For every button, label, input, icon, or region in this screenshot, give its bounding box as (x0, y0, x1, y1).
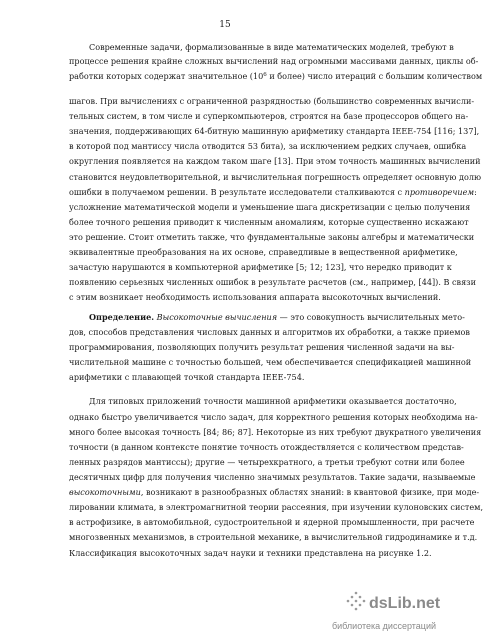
text-line: в астрофизике, в автомобильной, судостроительной и ядерной промышленности, при расчете (69, 517, 475, 527)
page-number: 15 (219, 20, 231, 30)
text-line: Для типовых приложений точности машинной арифметики оказывается достаточно, (89, 396, 457, 406)
text-line: десятичных цифр для получения численно значимых результатов. Такие задачи, называемые (69, 472, 476, 482)
text-line: тельных систем, в том числе и суперкомпьютеров, строятся на базе процессоров общего на- (69, 111, 469, 121)
text-line: точности (в данном контексте понятие точность отождествляется с количеством представ- (69, 442, 464, 452)
text-line: числительной машине с точностью большей, чем обеспечивается спецификацией машинной (69, 357, 472, 367)
text-line: становится неудовлетворительной, и вычислительная погрешность определяет основную долю (69, 172, 482, 182)
text-line: эквивалентные преобразования на их основе, справедливые в вещественной арифметике, (69, 247, 458, 257)
emphasis: противоречием (404, 187, 475, 197)
text-line: усложнение математической модели и уменьшение шага дискретизации с целью получения (69, 202, 471, 212)
dslib-logo (344, 587, 441, 617)
text-line: высокоточными, возникают в разнообразных областях знаний: в квантовой физике, при моде- (69, 487, 480, 497)
text-line: с этим возникает необходимость использования аппарата высокоточных вычислений. (69, 292, 441, 302)
text-line: ошибки в получаемом решении. В результате исследователи сталкиваются с противоречием: (69, 187, 477, 197)
watermark-caption: библиотека диссертаций (331, 621, 436, 631)
text-line: в которой под мантиссу числа отводится 53 бита), за исключением редких случаев, ошибка (69, 141, 467, 151)
text-line: много более высокая точность [84; 86; 87]. Некоторые из них требуют двукратного увеличения (69, 427, 482, 437)
text-line: Современные задачи, формализованные в виде математических моделей, требуют в (89, 42, 454, 52)
definition-line: Определение. Высокоточные вычисления — это совокупность вычислительных мето- (89, 312, 465, 322)
text-line: зачастую нарушаются в компьютерной арифметике [5; 12; 123], что нередко приводит к (69, 262, 452, 272)
watermark (300, 585, 442, 631)
text-line: многозвенных механизмов, в строительной механике, в вычислительной гидродинамике и т.д. (69, 532, 478, 542)
text-line: лировании климата, в электромагнитной теории рассеяния, при изучении кулоновских систем, (69, 502, 483, 512)
text-line: более точного решения приводит к численным аномалиям, которые существенно искажают (69, 217, 469, 227)
logo-dots-icon (347, 592, 366, 611)
definition-label: Определение. (89, 312, 155, 322)
text-line: процессе решения крайне сложных вычислений над огромными массивами данных, циклы об- (69, 56, 479, 66)
text-line: округления появляется на каждом таком шаге [13]. При этом точность машинных вычислений (69, 156, 481, 166)
text-line: работки которых содержат значительное ($10^6$ и более) число итераций с большим количеством (69, 71, 483, 81)
text-line: программирования, позволяющих получить результат решения численной задачи на вы- (69, 342, 455, 352)
text-line: однако быстро увеличивается число задач, для корректного решения которых необходима на- (69, 412, 478, 422)
text-line: ленных разрядов мантиссы); другие — четырехкратного, а третьи требуют сотни или более (69, 457, 465, 467)
text-line: это решение. Стоит отметить также, что фундаментальные законы алгебры и математически (69, 232, 475, 242)
text-line: арифметики с плавающей точкой стандарта IEEE-754. (69, 372, 305, 382)
text-line: Классификация высокоточных задач науки и техники представлена на рисунке 1.2. (69, 548, 432, 558)
text-line: дов, способов представления числовых данных и алгоритмов их обработки, а также приемов (69, 327, 470, 337)
logo-text: dsLib.net (369, 595, 441, 612)
text-line: появлению серьезных численных ошибок в результате расчетов (см., например, [44]). В связи (69, 277, 476, 287)
text-line: значения, поддерживающих 64-битную машинную арифметику стандарта IEEE-754 [116; 137], (69, 126, 480, 136)
text-line: шагов. При вычислениях с ограниченной разрядностью (большинство современных вычисли- (69, 96, 475, 106)
emphasis: высокоточными (69, 487, 141, 497)
defined-term: Высокоточные вычисления (156, 312, 278, 322)
superscript: 6 (263, 72, 267, 78)
